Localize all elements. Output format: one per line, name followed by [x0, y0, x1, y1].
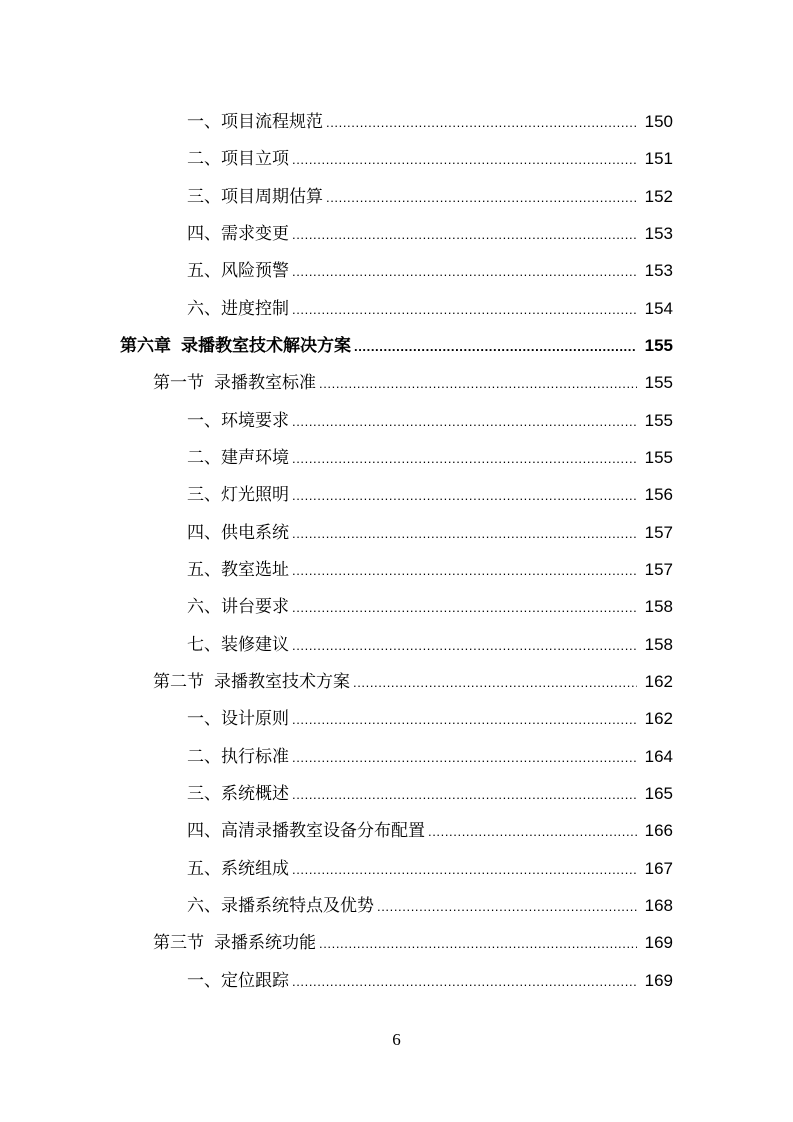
toc-entry-item[interactable] — [0, 476, 793, 513]
toc-entry-item[interactable] — [0, 514, 793, 551]
toc-entry-item[interactable] — [0, 402, 793, 439]
toc-entry-page: 155 — [644, 410, 673, 430]
toc-entry-number: 六、 — [187, 597, 221, 618]
toc-entry-label — [187, 216, 289, 253]
toc-entry-label — [187, 141, 289, 178]
dot-leader — [292, 515, 637, 552]
toc-entry-item[interactable] — [0, 738, 793, 775]
toc-entry-number: 二、 — [187, 149, 221, 170]
toc-entry-page: 167 — [644, 858, 673, 878]
toc-entry-number: 六、 — [187, 298, 221, 319]
toc-entry-page: 152 — [644, 186, 673, 206]
toc-entry-label — [187, 963, 289, 1000]
dot-leader — [319, 925, 637, 962]
dot-leader — [353, 664, 637, 701]
toc-entry-label — [153, 664, 350, 701]
toc-entry-item[interactable] — [0, 850, 793, 887]
dot-leader — [292, 477, 637, 514]
toc-entry-label — [187, 739, 289, 776]
toc-entry-title: 项目周期估算 — [221, 186, 323, 207]
toc-entry-number: 一、 — [187, 709, 221, 730]
toc-entry-page: 162 — [644, 671, 673, 691]
toc-entry-title: 系统概述 — [221, 783, 289, 804]
toc-entry-title: 环境要求 — [221, 410, 289, 431]
toc-entry-label — [153, 365, 316, 402]
toc-entry-number: 四、 — [187, 522, 221, 543]
dot-leader — [292, 552, 637, 589]
toc-entry-item[interactable] — [0, 700, 793, 737]
toc-entry-item[interactable] — [0, 178, 793, 215]
toc-entry-title: 教室选址 — [221, 559, 289, 580]
toc-entry-label — [187, 701, 289, 738]
toc-entry-item[interactable] — [0, 588, 793, 625]
dot-leader — [292, 739, 637, 776]
toc-entry-page: 162 — [644, 709, 673, 729]
dot-leader — [292, 253, 637, 290]
toc-entry-title: 高清录播教室设备分布配置 — [221, 821, 425, 842]
toc-entry-label — [187, 589, 289, 626]
table-of-contents — [0, 103, 793, 999]
toc-entry-title: 录播系统功能 — [214, 933, 316, 954]
toc-entry-title: 录播系统特点及优势 — [221, 895, 374, 916]
toc-entry-title: 录播教室技术解决方案 — [181, 335, 351, 356]
dot-leader — [292, 851, 637, 888]
toc-entry-number: 三、 — [187, 485, 221, 506]
toc-entry-label — [187, 104, 323, 141]
dot-leader — [377, 888, 637, 925]
toc-entry-label — [120, 328, 351, 365]
toc-entry-number: 第一节 — [153, 373, 204, 394]
toc-entry-title: 定位跟踪 — [221, 970, 289, 991]
toc-entry-title: 装修建议 — [221, 634, 289, 655]
dot-leader — [292, 776, 637, 813]
toc-entry-item[interactable] — [0, 103, 793, 140]
toc-entry-item[interactable] — [0, 962, 793, 999]
toc-entry-page: 158 — [644, 597, 673, 617]
toc-entry-item[interactable] — [0, 252, 793, 289]
toc-entry-section[interactable] — [0, 663, 793, 700]
toc-entry-item[interactable] — [0, 215, 793, 252]
dot-leader — [319, 365, 637, 402]
toc-entry-page: 155 — [644, 373, 673, 393]
toc-entry-number: 一、 — [187, 410, 221, 431]
toc-entry-page: 153 — [644, 261, 673, 281]
toc-entry-number: 第六章 — [120, 335, 171, 356]
dot-leader — [292, 403, 637, 440]
toc-entry-number: 一、 — [187, 112, 221, 132]
toc-entry-number: 一、 — [187, 970, 221, 991]
page-number: 6 — [392, 1030, 401, 1049]
toc-entry-title: 录播教室标准 — [214, 373, 316, 394]
toc-entry-number: 二、 — [187, 746, 221, 767]
toc-entry-label — [153, 925, 316, 962]
toc-entry-section[interactable] — [0, 924, 793, 961]
toc-entry-number: 四、 — [187, 223, 221, 244]
dot-leader — [354, 328, 637, 365]
toc-entry-label — [187, 477, 289, 514]
toc-entry-page: 153 — [644, 223, 673, 243]
toc-entry-page: 166 — [644, 821, 673, 841]
toc-entry-title: 执行标准 — [221, 746, 289, 767]
toc-entry-title: 灯光照明 — [221, 485, 289, 506]
toc-entry-title: 讲台要求 — [221, 597, 289, 618]
toc-entry-page: 156 — [644, 485, 673, 505]
toc-entry-label — [187, 253, 289, 290]
toc-entry-item[interactable] — [0, 775, 793, 812]
toc-entry-item[interactable] — [0, 551, 793, 588]
toc-entry-page: 158 — [644, 634, 673, 654]
toc-entry-page: 151 — [644, 149, 673, 169]
toc-entry-title: 供电系统 — [221, 522, 289, 543]
toc-entry-number: 七、 — [187, 634, 221, 655]
toc-entry-number: 三、 — [187, 783, 221, 804]
toc-entry-page: 169 — [644, 933, 673, 953]
toc-entry-chapter[interactable] — [0, 327, 793, 364]
toc-entry-item[interactable] — [0, 812, 793, 849]
toc-entry-item[interactable] — [0, 626, 793, 663]
toc-entry-number: 六、 — [187, 895, 221, 916]
toc-entry-label — [187, 440, 289, 477]
toc-entry-section[interactable] — [0, 364, 793, 401]
dot-leader — [292, 627, 637, 664]
toc-entry-title: 项目流程规范 — [221, 112, 323, 132]
toc-entry-number: 二、 — [187, 447, 221, 468]
toc-entry-page: 157 — [644, 559, 673, 579]
toc-entry-number: 第二节 — [153, 671, 204, 692]
toc-entry-title: 录播教室技术方案 — [214, 671, 350, 692]
toc-entry-label — [187, 851, 289, 888]
toc-entry-page: 165 — [644, 783, 673, 803]
toc-entry-page: 154 — [644, 298, 673, 318]
toc-entry-page: 169 — [644, 970, 673, 990]
dot-leader — [292, 963, 637, 1000]
dot-leader — [292, 291, 637, 328]
toc-entry-label — [187, 776, 289, 813]
toc-entry-page: 157 — [644, 522, 673, 542]
toc-entry-label — [187, 888, 374, 925]
dot-leader — [326, 179, 637, 216]
toc-entry-label — [187, 627, 289, 664]
toc-entry-label — [187, 515, 289, 552]
toc-entry-item[interactable] — [0, 290, 793, 327]
toc-entry-number: 五、 — [187, 261, 221, 282]
toc-entry-title: 需求变更 — [221, 223, 289, 244]
toc-entry-label — [187, 813, 425, 850]
dot-leader — [326, 104, 637, 141]
toc-entry-page: 164 — [644, 746, 673, 766]
toc-entry-number: 五、 — [187, 858, 221, 879]
toc-entry-label — [187, 403, 289, 440]
dot-leader — [428, 813, 637, 850]
toc-entry-title: 建声环境 — [221, 447, 289, 468]
toc-entry-item[interactable] — [0, 887, 793, 924]
toc-entry-page: 150 — [644, 112, 673, 131]
toc-entry-label — [187, 291, 289, 328]
toc-entry-number: 三、 — [187, 186, 221, 207]
toc-entry-title: 进度控制 — [221, 298, 289, 319]
dot-leader — [292, 589, 637, 626]
toc-entry-title: 系统组成 — [221, 858, 289, 879]
toc-entry-number: 五、 — [187, 559, 221, 580]
toc-entry-item[interactable] — [0, 439, 793, 476]
toc-entry-page: 168 — [644, 895, 673, 915]
dot-leader — [292, 701, 637, 738]
toc-entry-item[interactable] — [0, 140, 793, 177]
toc-entry-title: 风险预警 — [221, 261, 289, 282]
toc-entry-page: 155 — [644, 335, 673, 355]
toc-entry-label — [187, 552, 289, 589]
dot-leader — [292, 216, 637, 253]
toc-entry-label — [187, 179, 323, 216]
toc-entry-title: 设计原则 — [221, 709, 289, 730]
dot-leader — [292, 141, 637, 178]
toc-entry-title: 项目立项 — [221, 149, 289, 170]
toc-entry-number: 四、 — [187, 821, 221, 842]
toc-entry-number: 第三节 — [153, 933, 204, 954]
dot-leader — [292, 440, 637, 477]
toc-entry-page: 155 — [644, 447, 673, 467]
